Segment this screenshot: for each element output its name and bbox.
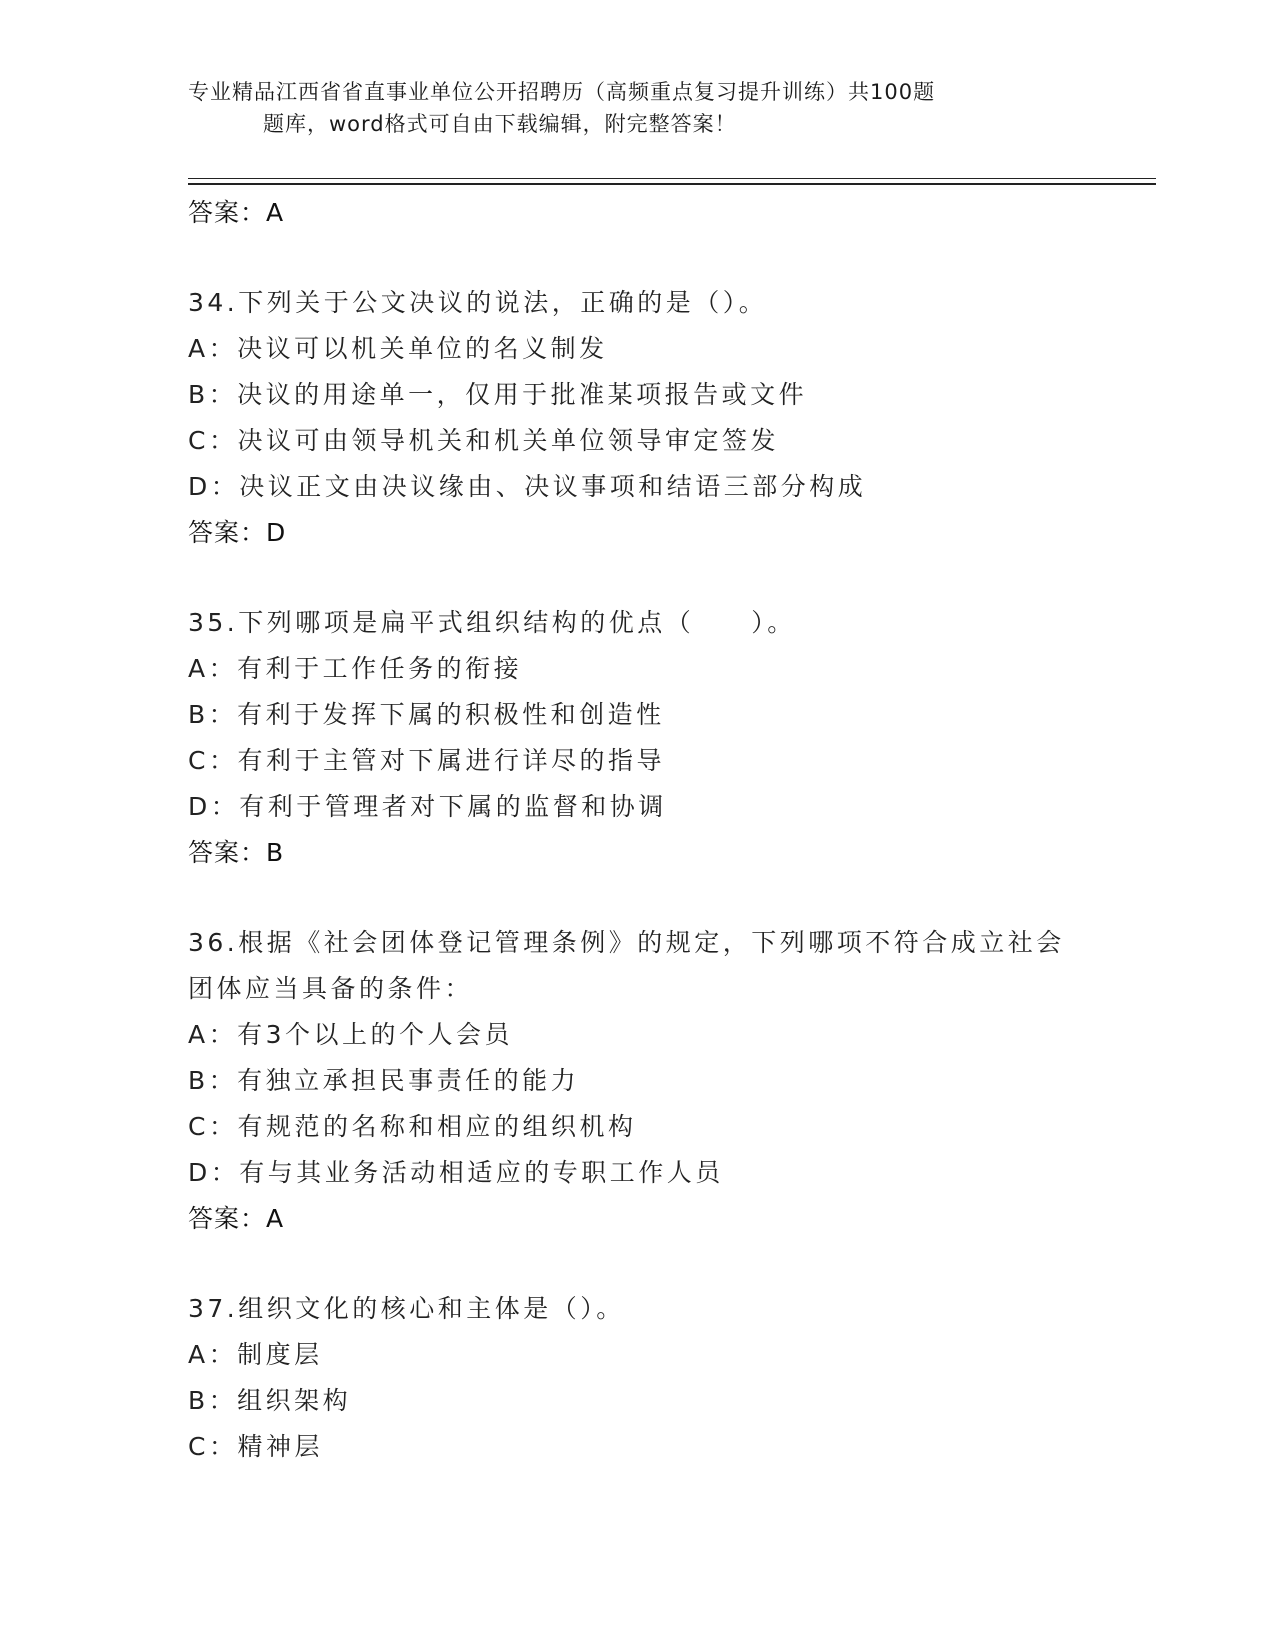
option-b: B：组织架构: [188, 1386, 352, 1415]
question-36: [188, 920, 1088, 1242]
option-d: D：决议正文由决议缘由、决议事项和结语三部分构成: [188, 472, 867, 501]
header-title-line2: 题库，word格式可自由下载编辑，附完整答案！: [263, 112, 737, 136]
answer: 答案：D: [188, 518, 287, 547]
option-b: B：有利于发挥下属的积极性和创造性: [188, 700, 665, 729]
option-a: A：有3个以上的个人会员: [188, 1020, 514, 1049]
previous-answer: 答案：A: [188, 198, 285, 227]
answer: 答案：A: [188, 1204, 285, 1233]
question-stem: 37.组织文化的核心和主体是（）。: [188, 1294, 625, 1323]
option-c: C：精神层: [188, 1432, 323, 1461]
header-divider-thick: [188, 183, 1156, 185]
option-b: B：有独立承担民事责任的能力: [188, 1066, 580, 1095]
answer: 答案：B: [188, 838, 285, 867]
option-a: A：制度层: [188, 1340, 323, 1369]
option-b: B：决议的用途单一，仅用于批准某项报告或文件: [188, 380, 808, 409]
option-a: A：决议可以机关单位的名义制发: [188, 334, 608, 363]
page-header: [188, 76, 1048, 140]
question-stem: 35.下列哪项是扁平式组织结构的优点（ ）。: [188, 608, 796, 637]
question-content: [188, 190, 1088, 1470]
header-divider-thin: [188, 178, 1156, 179]
question-35: [188, 600, 1088, 876]
option-a: A：有利于工作任务的衔接: [188, 654, 523, 683]
question-stem: 34.下列关于公文决议的说法，正确的是（）。: [188, 288, 768, 317]
header-title-line1: 专业精品江西省省直事业单位公开招聘历（高频重点复习提升训练）共100题: [188, 80, 936, 104]
question-34: [188, 280, 1088, 556]
option-d: D：有与其业务活动相适应的专职工作人员: [188, 1158, 724, 1187]
option-d: D：有利于管理者对下属的监督和协调: [188, 792, 667, 821]
option-c: C：有规范的名称和相应的组织机构: [188, 1112, 637, 1141]
question-37: [188, 1286, 1088, 1470]
option-c: C：决议可由领导机关和机关单位领导审定签发: [188, 426, 779, 455]
option-c: C：有利于主管对下属进行详尽的指导: [188, 746, 665, 775]
question-stem: 36.根据《社会团体登记管理条例》的规定，下列哪项不符合成立社会团体应当具备的条件：: [188, 928, 1065, 1003]
